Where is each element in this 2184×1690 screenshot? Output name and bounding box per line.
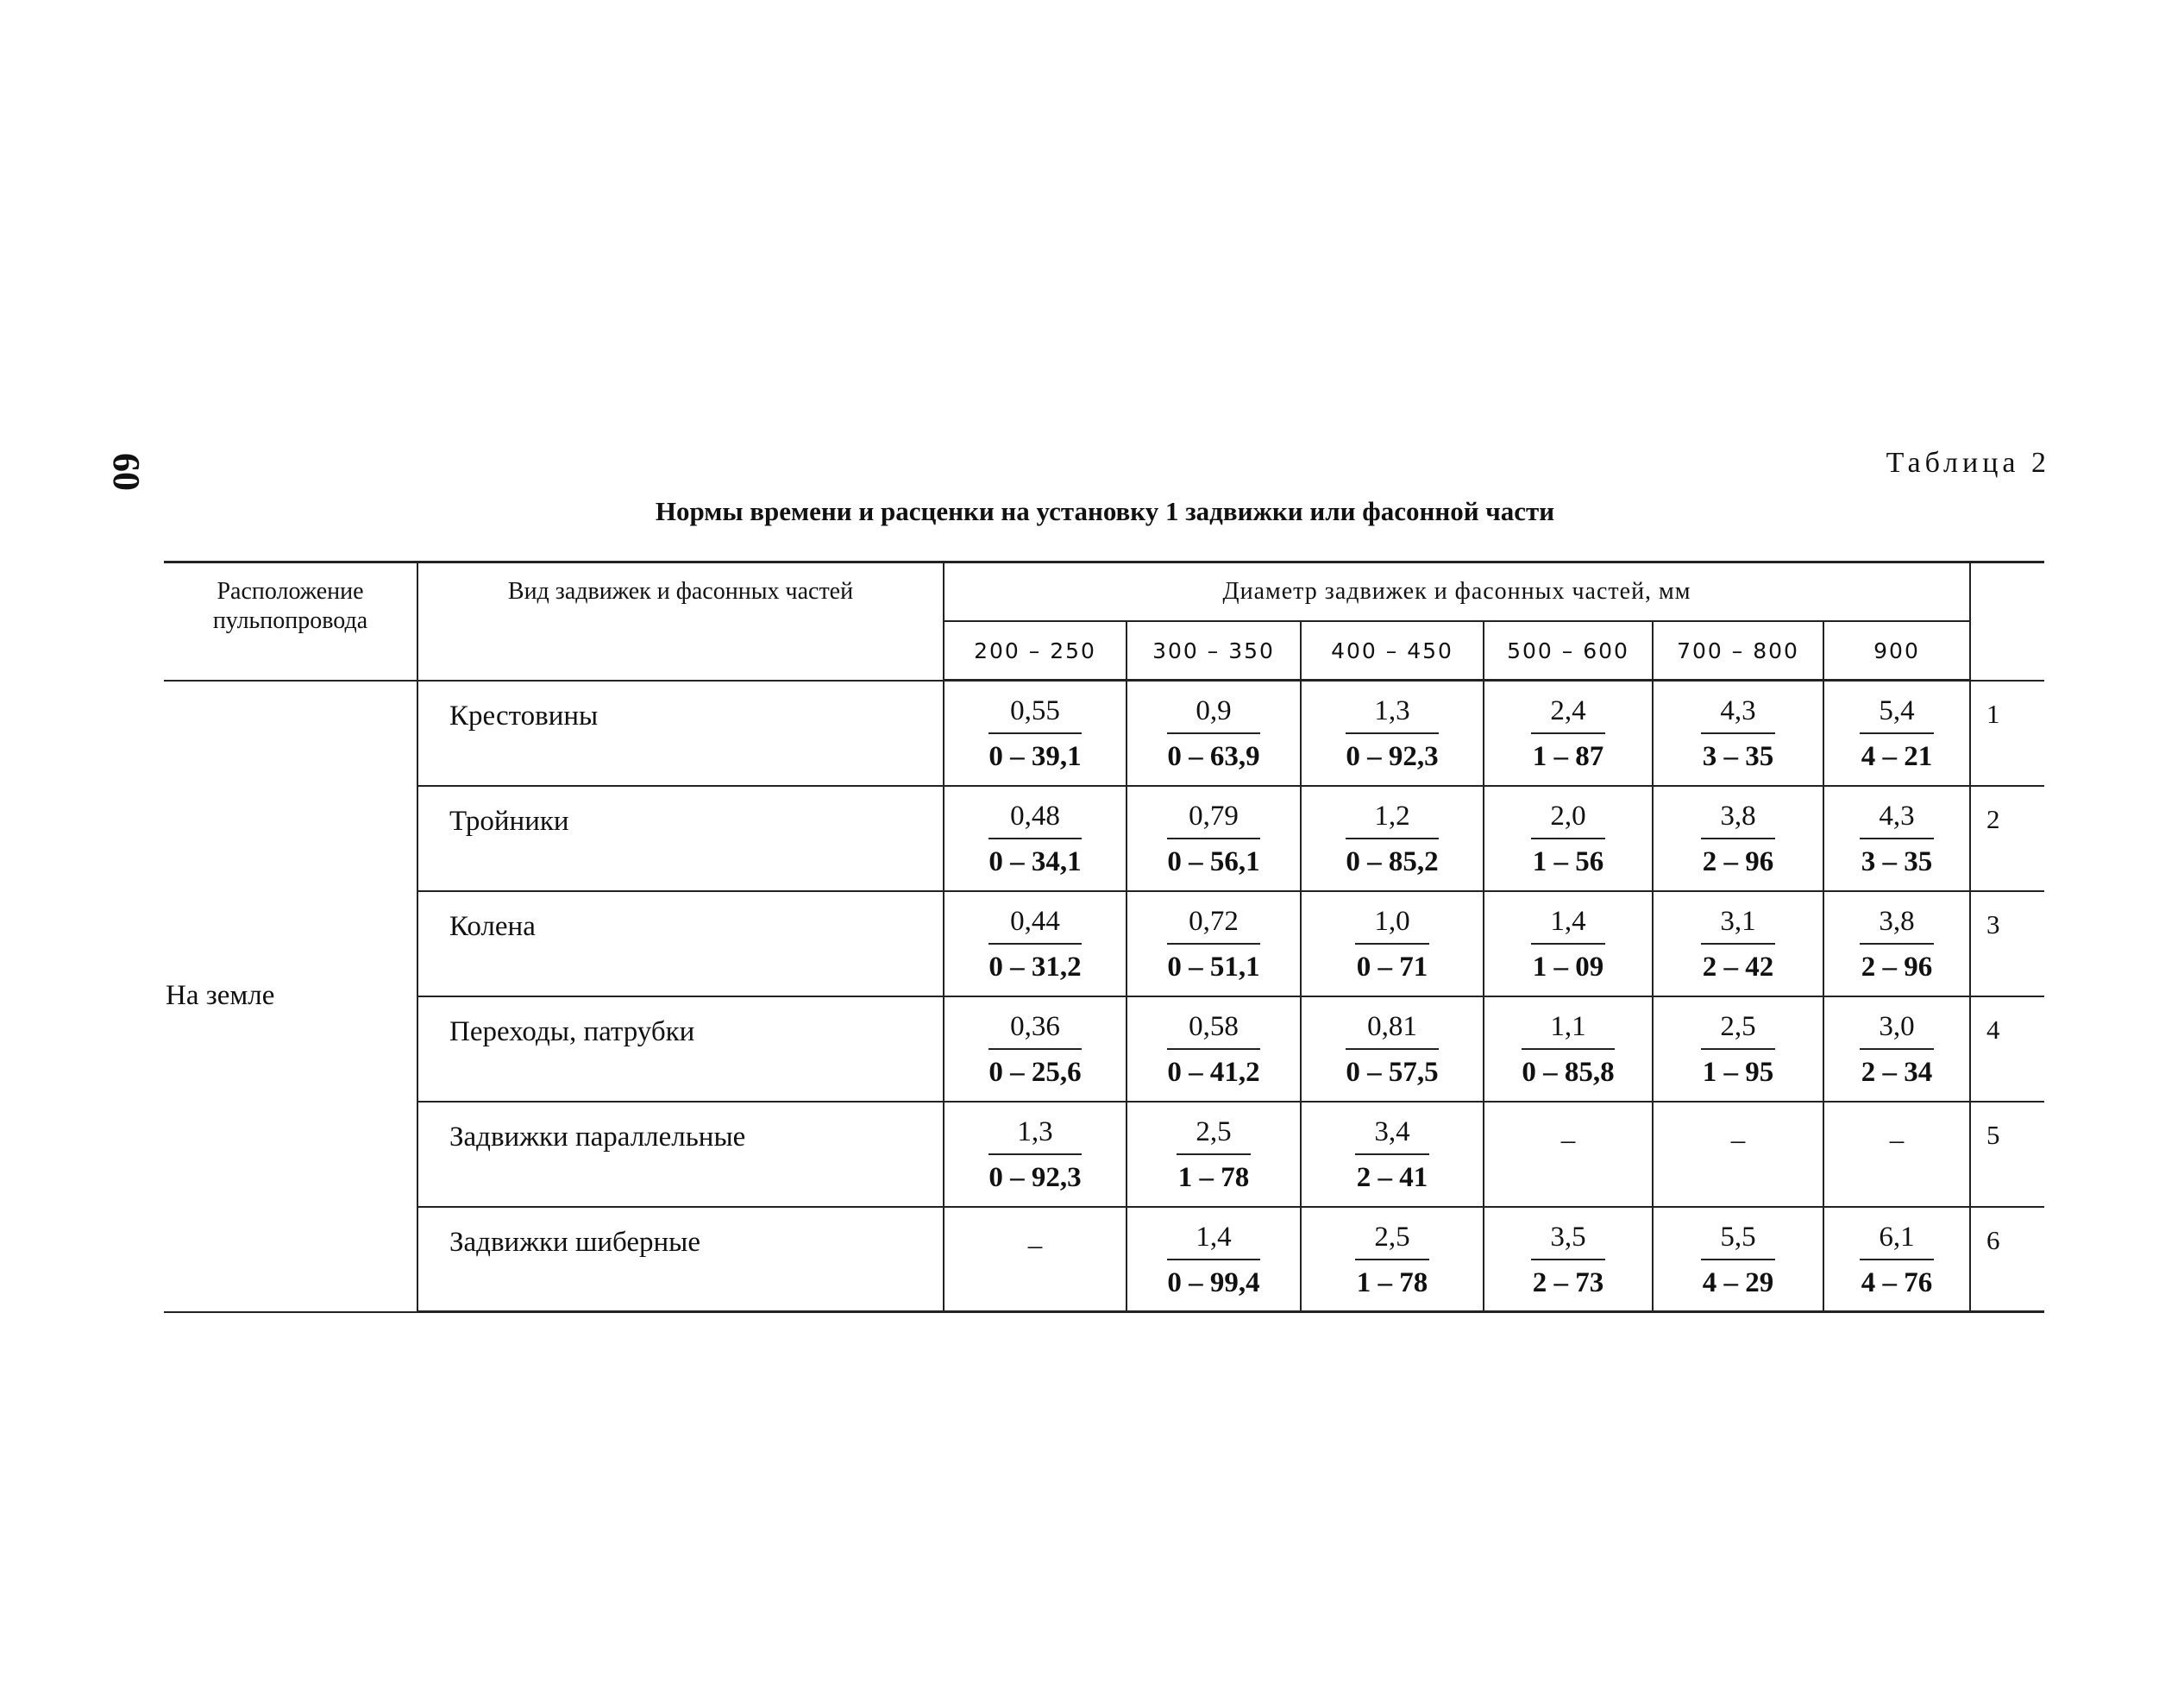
value-cell — [1823, 681, 1970, 786]
time-norm: 1,0 — [1355, 908, 1428, 945]
time-norm: 0,36 — [988, 1013, 1081, 1050]
time-norm: 2,5 — [1355, 1223, 1428, 1260]
norm-rate-fraction — [988, 1010, 1082, 1088]
table-body — [164, 681, 2044, 1312]
time-norm: 2,5 — [1177, 1118, 1250, 1155]
rate-value: 0 – 25,6 — [988, 1056, 1082, 1088]
time-norm: 3,4 — [1355, 1118, 1428, 1155]
header-size-200-250: 200 – 250 — [944, 621, 1127, 681]
rate-value: 0 – 92,3 — [988, 1161, 1082, 1193]
rate-value: 3 – 35 — [1702, 741, 1774, 772]
rate-value: 0 – 51,1 — [1167, 951, 1260, 983]
time-norm: 0,58 — [1167, 1013, 1259, 1050]
table-row — [164, 891, 2044, 996]
norm-rate-fraction — [1355, 1223, 1428, 1297]
no-value-dash: – — [1730, 1124, 1746, 1156]
rate-value: 0 – 39,1 — [988, 741, 1082, 772]
time-norm: 1,2 — [1346, 802, 1438, 839]
value-cell — [1653, 891, 1823, 996]
time-norm: 0,81 — [1346, 1013, 1438, 1050]
norm-rate-fraction — [1701, 1010, 1774, 1088]
rate-value: 0 – 85,8 — [1522, 1056, 1615, 1088]
rate-value: 0 – 31,2 — [988, 951, 1082, 983]
time-norm: 3,0 — [1860, 1013, 1933, 1050]
value-cell — [1127, 1207, 1301, 1312]
rate-value: 0 – 57,5 — [1346, 1056, 1439, 1088]
value-cell — [944, 786, 1127, 891]
norm-rate-fraction — [1860, 1223, 1933, 1297]
value-cell — [1484, 1207, 1653, 1312]
value-cell — [1653, 786, 1823, 891]
value-cell — [1653, 996, 1823, 1102]
rate-value: 0 – 85,2 — [1346, 845, 1439, 877]
value-cell — [944, 681, 1127, 786]
time-norm: 4,3 — [1860, 802, 1933, 839]
value-cell — [1484, 891, 1653, 996]
time-norm: 5,5 — [1701, 1223, 1774, 1260]
rate-value: 0 – 41,2 — [1167, 1056, 1260, 1088]
time-norm: 2,0 — [1531, 802, 1604, 839]
value-cell — [1823, 1207, 1970, 1312]
rate-value: 2 – 42 — [1702, 951, 1774, 983]
value-cell — [1301, 786, 1484, 891]
value-cell — [1653, 681, 1823, 786]
norm-rate-fraction — [1167, 697, 1259, 771]
time-norm: 0,48 — [988, 802, 1081, 839]
norm-rate-fraction — [1860, 697, 1933, 771]
value-cell — [1484, 996, 1653, 1102]
value-cell — [1301, 1207, 1484, 1312]
norm-rate-fraction — [1167, 1223, 1259, 1297]
time-norm: 0,72 — [1167, 908, 1259, 945]
value-cell — [1301, 681, 1484, 786]
value-cell — [1127, 786, 1301, 891]
norm-rate-fraction — [1701, 905, 1774, 983]
value-cell — [1127, 1102, 1301, 1207]
row-number: 1 — [1970, 681, 2044, 786]
value-cell — [944, 996, 1127, 1102]
norms-table — [164, 561, 2044, 1313]
value-cell — [1823, 786, 1970, 891]
norm-rate-fraction — [1167, 1010, 1260, 1088]
norm-rate-fraction — [1522, 1010, 1615, 1088]
value-cell — [1127, 996, 1301, 1102]
value-cell — [1484, 786, 1653, 891]
time-norm: 0,44 — [988, 908, 1081, 945]
rate-value: 0 – 63,9 — [1167, 741, 1260, 772]
rate-value: 0 – 71 — [1356, 951, 1428, 983]
header-row-number — [1970, 562, 2044, 681]
norm-rate-fraction — [1346, 697, 1438, 771]
row-number: 5 — [1970, 1102, 2044, 1207]
norm-rate-fraction — [1346, 1010, 1439, 1088]
type-cell: Крестовины — [417, 681, 944, 786]
value-cell — [1301, 1102, 1484, 1207]
norm-rate-fraction — [1167, 802, 1259, 876]
rate-value: 0 – 99,4 — [1167, 1266, 1260, 1298]
time-norm: 3,8 — [1860, 908, 1933, 945]
rate-value: 1 – 56 — [1532, 845, 1604, 877]
table-row — [164, 786, 2044, 891]
rate-value: 2 – 96 — [1861, 951, 1933, 983]
table-label: Таблица 2 — [1886, 447, 2050, 479]
time-norm: 1,1 — [1522, 1013, 1614, 1050]
rate-value: 2 – 34 — [1861, 1056, 1933, 1088]
rate-value: 1 – 78 — [1177, 1161, 1250, 1193]
table-row — [164, 681, 2044, 786]
rate-value: 2 – 41 — [1356, 1161, 1428, 1193]
norm-rate-fraction — [988, 905, 1082, 983]
type-cell: Задвижки шиберные — [417, 1207, 944, 1312]
row-number: 2 — [1970, 786, 2044, 891]
time-norm: 3,1 — [1701, 908, 1774, 945]
rate-value: 1 – 87 — [1532, 741, 1604, 772]
rate-value: 4 – 21 — [1861, 741, 1933, 772]
value-cell — [1653, 1102, 1823, 1207]
value-cell — [1823, 1102, 1970, 1207]
time-norm: 5,4 — [1860, 697, 1933, 734]
time-norm: 1,4 — [1167, 1223, 1259, 1260]
time-norm: 1,4 — [1531, 908, 1604, 945]
norm-rate-fraction — [1860, 905, 1933, 983]
location-cell: На земле — [164, 681, 417, 1312]
rate-value: 0 – 92,3 — [1346, 741, 1439, 772]
norm-rate-fraction — [1701, 802, 1774, 876]
type-cell: Переходы, патрубки — [417, 996, 944, 1102]
header-size-700-800: 700 – 800 — [1653, 621, 1823, 681]
value-cell — [1823, 996, 1970, 1102]
header-size-400-450: 400 – 450 — [1301, 621, 1484, 681]
rate-value: 1 – 95 — [1702, 1056, 1774, 1088]
header-diameter: Диаметр задвижек и фасонных частей, мм — [944, 562, 1970, 622]
norm-rate-fraction — [1701, 697, 1774, 771]
time-norm: 0,55 — [988, 697, 1081, 734]
norm-rate-fraction — [1860, 802, 1933, 876]
norm-rate-fraction — [1355, 1115, 1428, 1193]
type-cell: Колена — [417, 891, 944, 996]
norm-rate-fraction — [1860, 1010, 1933, 1088]
type-cell: Тройники — [417, 786, 944, 891]
table-title: Нормы времени и расценки на установку 1 задвижки или фасонной части — [655, 496, 1555, 526]
value-cell — [1301, 996, 1484, 1102]
value-cell — [944, 1102, 1127, 1207]
value-cell — [1823, 891, 1970, 996]
rate-value: 4 – 76 — [1861, 1266, 1933, 1298]
value-cell — [1653, 1207, 1823, 1312]
time-norm: 1,3 — [1346, 697, 1438, 734]
value-cell — [1127, 681, 1301, 786]
time-norm: 3,8 — [1701, 802, 1774, 839]
row-number: 4 — [1970, 996, 2044, 1102]
rate-value: 3 – 35 — [1861, 845, 1933, 877]
value-cell — [944, 891, 1127, 996]
norm-rate-fraction — [1531, 905, 1604, 983]
no-value-dash: – — [1027, 1229, 1043, 1261]
header-size-900: 900 — [1823, 621, 1970, 681]
norm-rate-fraction — [1531, 802, 1604, 876]
no-value-dash: – — [1889, 1124, 1905, 1156]
rate-value: 4 – 29 — [1702, 1266, 1774, 1298]
norm-rate-fraction — [1167, 905, 1260, 983]
header-type: Вид задвижек и фасонных частей — [417, 562, 944, 681]
page-number: 60 — [105, 453, 147, 491]
rate-value: 0 – 34,1 — [988, 845, 1082, 877]
norm-rate-fraction — [988, 697, 1081, 771]
norm-rate-fraction — [988, 1115, 1082, 1193]
norm-rate-fraction — [1531, 1223, 1604, 1297]
norm-rate-fraction — [988, 802, 1081, 876]
table-row — [164, 996, 2044, 1102]
row-number: 6 — [1970, 1207, 2044, 1312]
table-row — [164, 1207, 2044, 1312]
time-norm: 3,5 — [1531, 1223, 1604, 1260]
rate-value: 1 – 09 — [1532, 951, 1604, 983]
time-norm: 1,3 — [988, 1118, 1081, 1155]
norm-rate-fraction — [1177, 1115, 1250, 1193]
time-norm: 0,79 — [1167, 802, 1259, 839]
value-cell — [1127, 891, 1301, 996]
type-cell: Задвижки параллельные — [417, 1102, 944, 1207]
row-number: 3 — [1970, 891, 2044, 996]
table-row — [164, 1102, 2044, 1207]
no-value-dash: – — [1560, 1124, 1576, 1156]
header-size-500-600: 500 – 600 — [1484, 621, 1653, 681]
rate-value: 2 – 96 — [1702, 845, 1774, 877]
value-cell — [1484, 681, 1653, 786]
header-size-300-350: 300 – 350 — [1127, 621, 1301, 681]
value-cell — [1484, 1102, 1653, 1207]
time-norm: 6,1 — [1860, 1223, 1933, 1260]
rate-value: 0 – 56,1 — [1167, 845, 1260, 877]
norm-rate-fraction — [1355, 905, 1428, 983]
time-norm: 0,9 — [1167, 697, 1259, 734]
time-norm: 4,3 — [1701, 697, 1774, 734]
time-norm: 2,4 — [1531, 697, 1604, 734]
rate-value: 2 – 73 — [1532, 1266, 1604, 1298]
header-location: Расположение пульпопровода — [164, 562, 417, 681]
value-cell — [1301, 891, 1484, 996]
norm-rate-fraction — [1531, 697, 1604, 771]
norm-rate-fraction — [1346, 802, 1438, 876]
value-cell — [944, 1207, 1127, 1312]
time-norm: 2,5 — [1701, 1013, 1774, 1050]
norm-rate-fraction — [1701, 1223, 1774, 1297]
rate-value: 1 – 78 — [1356, 1266, 1428, 1298]
